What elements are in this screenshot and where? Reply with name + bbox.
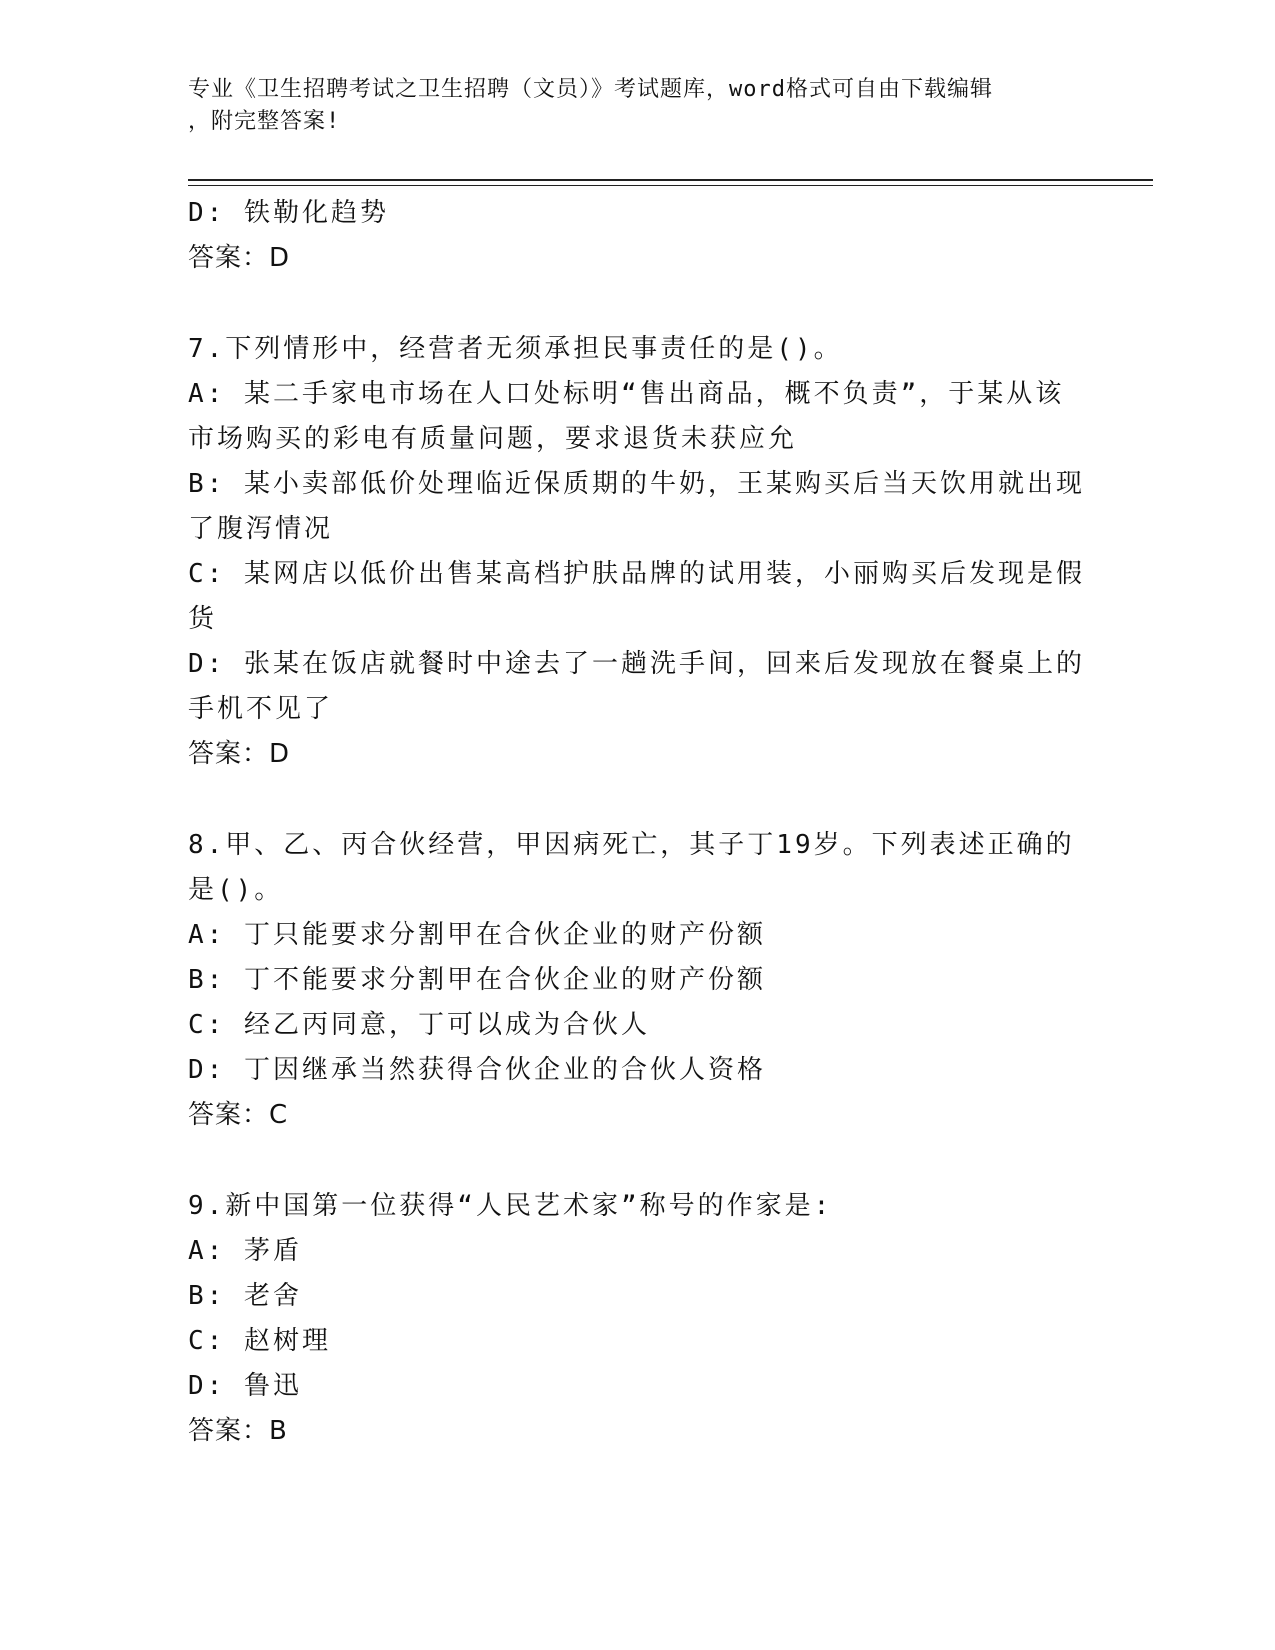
option-a: A: 丁只能要求分割甲在合伙企业的财产份额 bbox=[188, 920, 766, 950]
header-divider-thin bbox=[188, 185, 1153, 186]
document-header bbox=[188, 74, 1088, 138]
option-b: B: 丁不能要求分割甲在合伙企业的财产份额 bbox=[188, 965, 766, 995]
answer: 答案：D bbox=[188, 739, 291, 769]
question-7 bbox=[188, 327, 1088, 777]
question-6-tail bbox=[188, 191, 1088, 281]
question-text-line-2: 是()。 bbox=[188, 875, 284, 905]
option-a-line-1: A: 某二手家电市场在人口处标明“售出商品，概不负责”，于某从该 bbox=[188, 379, 1065, 409]
option-d: D: 铁勒化趋势 bbox=[188, 198, 389, 228]
question-text-line-1: 8.甲、乙、丙合伙经营，甲因病死亡，其子丁19岁。下列表述正确的 bbox=[188, 830, 1075, 860]
header-line-1: 专业《卫生招聘考试之卫生招聘（文员）》考试题库，word格式可自由下载编辑 bbox=[188, 77, 993, 102]
header-line-2: ，附完整答案! bbox=[188, 109, 341, 134]
question-text: 7.下列情形中，经营者无须承担民事责任的是()。 bbox=[188, 334, 843, 364]
option-a: A: 茅盾 bbox=[188, 1236, 302, 1266]
option-c-line-2: 货 bbox=[188, 604, 218, 634]
answer: 答案：D bbox=[188, 243, 291, 273]
question-8 bbox=[188, 823, 1088, 1138]
answer: 答案：C bbox=[188, 1100, 289, 1130]
answer: 答案：B bbox=[188, 1416, 288, 1446]
option-d-line-1: D: 张某在饭店就餐时中途去了一趟洗手间，回来后发现放在餐桌上的 bbox=[188, 649, 1085, 679]
option-b-line-1: B: 某小卖部低价处理临近保质期的牛奶，王某购买后当天饮用就出现 bbox=[188, 469, 1085, 499]
question-9 bbox=[188, 1184, 1088, 1454]
option-c: C: 赵树理 bbox=[188, 1326, 331, 1356]
option-b-line-2: 了腹泻情况 bbox=[188, 514, 334, 544]
option-c-line-1: C: 某网店以低价出售某高档护肤品牌的试用装，小丽购买后发现是假 bbox=[188, 559, 1085, 589]
option-d: D: 鲁迅 bbox=[188, 1371, 302, 1401]
option-d-line-2: 手机不见了 bbox=[188, 694, 334, 724]
header-divider-thick bbox=[188, 179, 1153, 181]
option-a-line-2: 市场购买的彩电有质量问题，要求退货未获应允 bbox=[188, 424, 798, 454]
option-c: C: 经乙丙同意，丁可以成为合伙人 bbox=[188, 1010, 650, 1040]
question-text: 9.新中国第一位获得“人民艺术家”称号的作家是: bbox=[188, 1191, 833, 1221]
option-d: D: 丁因继承当然获得合伙企业的合伙人资格 bbox=[188, 1055, 766, 1085]
document-body bbox=[188, 191, 1088, 1454]
option-b: B: 老舍 bbox=[188, 1281, 302, 1311]
